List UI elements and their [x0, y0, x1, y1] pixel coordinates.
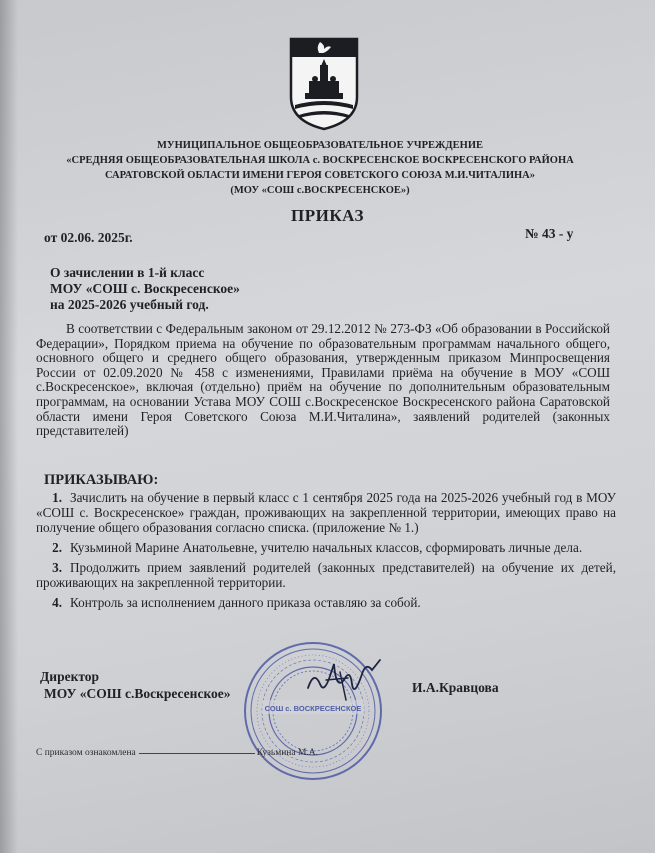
preamble-text: В соответствии с Федеральным законом от 29.12.2012 № 273-ФЗ «Об образовании в Российской Федерации», Порядком приема на обучение по образовательным программам начального общего, основного общего и среднего общего образования, утвержденным приказом Минпросвещения России от 02.09.2020 № 458 с изменениями, Правилами приёма на обучение в МОУ «СОШ с.Воскресенское», включая (отдельно) приём на обучение по дополнительным образовательным программам, на основании Устава МОУ СОШ с.Воскресенское Воскресенского района Саратовской области имени Героя Советского Союза М.И.Читалина», заявлений родителей (законных представителей) — [36, 321, 610, 439]
list-item — [36, 540, 616, 555]
subject-line-3: на 2025-2026 учебный год. — [50, 297, 209, 312]
item-text: Кузьминой Марине Анатольевне, учителю начальных классов, сформировать личные дела. — [70, 540, 583, 555]
order-subject — [50, 265, 240, 313]
subject-line-1: О зачислении в 1-й класс — [50, 265, 205, 280]
list-item — [36, 595, 616, 610]
item-text: Контроль за исполнением данного приказа оставляю за собой. — [70, 595, 421, 610]
header-line-2: «СРЕДНЯЯ ОБЩЕОБРАЗОВАТЕЛЬНАЯ ШКОЛА с. ВОСКРЕСЕНСКОЕ ВОСКРЕСЕНСКОГО РАЙОНА — [66, 155, 574, 166]
header-line-1: МУНИЦИПАЛЬНОЕ ОБЩЕОБРАЗОВАТЕЛЬНОЕ УЧРЕЖДЕНИЕ — [157, 140, 483, 151]
director-title: Директор — [40, 669, 100, 684]
subject-line-2: МОУ «СОШ с. Воскресенское» — [50, 281, 240, 296]
page-shadow — [0, 0, 18, 853]
item-number: 1. — [52, 490, 62, 505]
list-item — [36, 560, 616, 590]
acknowledgement-line — [36, 748, 318, 758]
director-name: И.А.Кравцова — [412, 680, 499, 695]
item-number: 4. — [52, 595, 62, 610]
ack-name: Кузьмина М.А. — [256, 748, 319, 758]
signature-blank — [139, 753, 255, 754]
institution-header — [40, 138, 600, 198]
item-number: 3. — [52, 560, 62, 575]
directive-heading: ПРИКАЗЫВАЮ: — [44, 472, 159, 488]
order-number: № 43 - у — [525, 226, 574, 241]
list-item — [36, 490, 616, 535]
item-text: Зачислить на обучение в первый класс с 1 сентября 2025 года на 2025-2026 учебный год в МОУ «СОШ с. Воскресенское» граждан, проживающих на закрепленной территории, имеющих право на получение общего образования согласно списка. (приложение № 1.) — [36, 490, 616, 535]
header-line-4: (МОУ «СОШ с.ВОСКРЕСЕНСКОЕ») — [230, 185, 410, 196]
preamble — [36, 322, 610, 439]
director-signature — [300, 650, 395, 710]
order-title: ПРИКАЗ — [291, 206, 364, 225]
directive-list — [36, 490, 616, 615]
director-org: МОУ «СОШ с.Воскресенское» — [44, 686, 231, 701]
header-line-3: САРАТОВСКОЙ ОБЛАСТИ ИМЕНИ ГЕРОЯ СОВЕТСКОГО СОЮЗА М.И.ЧИТАЛИНА» — [105, 170, 535, 181]
order-date: от 02.06. 2025г. — [44, 230, 133, 245]
stamp-text: СОШ с. ВОСКРЕСЕНСКОЕ — [264, 704, 362, 713]
director-block — [40, 668, 231, 702]
ack-label: С приказом ознакомлена — [36, 748, 136, 758]
item-text: Продолжить прием заявлений родителей (законных представителей) на обучение их детей, проживающих на закрепленной территории. — [36, 560, 616, 590]
item-number: 2. — [52, 540, 62, 555]
coat-of-arms-icon — [287, 35, 361, 131]
